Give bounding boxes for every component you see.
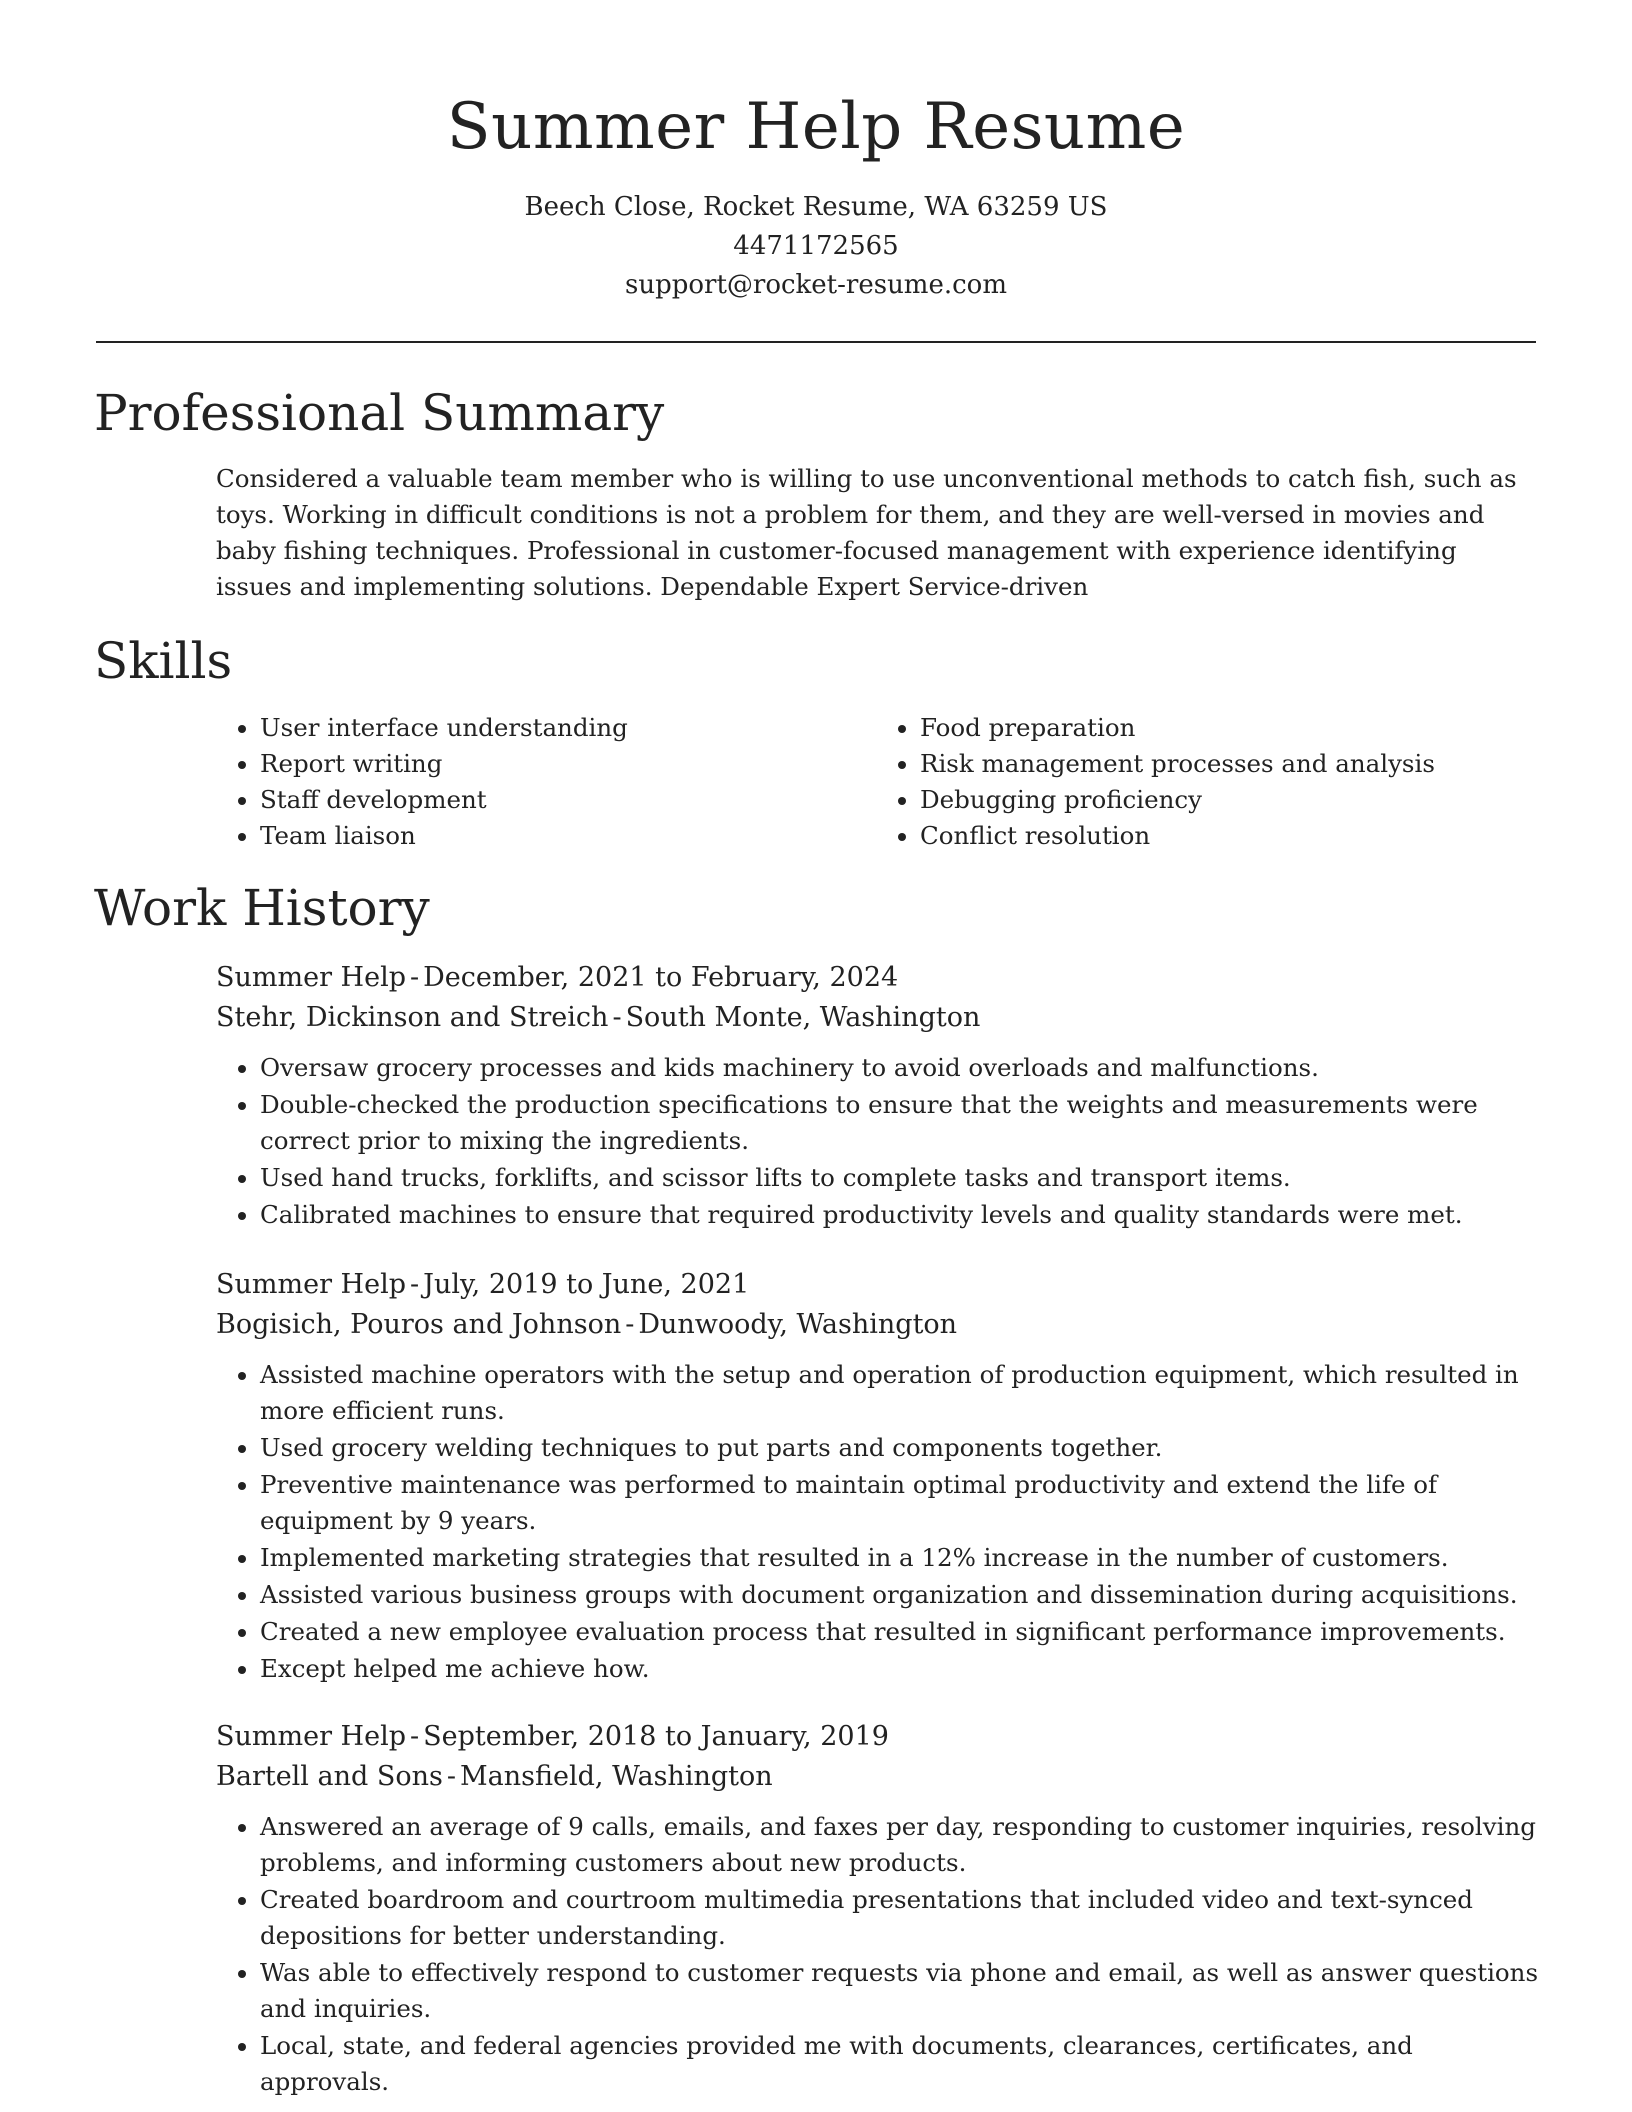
skill-item: • Conflict resolution	[920, 818, 1536, 854]
job-bullet: • Oversaw grocery processes and kids machinery to avoid overloads and malfunctions.	[260, 1050, 1542, 1086]
job-location: Mansfield, Washington	[460, 1761, 773, 1792]
job-bullets	[216, 1357, 1542, 1687]
job-bullet: • Created boardroom and courtroom multimedia presentations that included video and text-synced depositions for better understanding.	[260, 1882, 1542, 1954]
contact-phone: 4471172565	[733, 231, 899, 261]
skill-item: • Report writing	[260, 746, 876, 782]
work-history-heading: Work History	[94, 879, 430, 937]
skill-item: • Debugging proficiency	[920, 782, 1536, 818]
job-company-line	[216, 1757, 1542, 1797]
job-location: South Monte, Washington	[625, 1002, 981, 1033]
job-entry	[216, 958, 1542, 1234]
resume-header	[0, 0, 1632, 305]
skill-item: • Staff development	[260, 782, 876, 818]
job-company: Bartell and Sons	[216, 1761, 443, 1792]
skills-column-right	[876, 710, 1536, 854]
job-bullet: • Used hand trucks, forklifts, and scissor lifts to complete tasks and transport items.	[260, 1160, 1542, 1196]
job-dates: September, 2018 to January, 2019	[423, 1721, 889, 1752]
skill-item: • Team liaison	[260, 818, 876, 854]
job-company-line	[216, 998, 1542, 1038]
job-title-line	[216, 958, 1542, 998]
header-divider	[96, 341, 1536, 343]
job-bullet: • Calibrated machines to ensure that required productivity levels and quality standards were met.	[260, 1197, 1542, 1233]
skill-item: • User interface understanding	[260, 710, 876, 746]
separator: -	[612, 1002, 622, 1033]
job-bullet: • Used grocery welding techniques to put parts and components together.	[260, 1430, 1542, 1466]
job-bullet: • Assisted various business groups with document organization and dissemination during acquisitions.	[260, 1577, 1542, 1613]
job-bullets	[216, 1809, 1542, 2100]
skill-item: • Food preparation	[920, 710, 1536, 746]
resume-title: Summer Help Resume	[446, 90, 1186, 164]
contact-email: support@rocket-resume.com	[624, 270, 1007, 300]
separator: -	[410, 1721, 420, 1752]
job-title-line	[216, 1265, 1542, 1305]
contact-address: Beech Close, Rocket Resume, WA 63259 US	[524, 192, 1108, 222]
job-bullet: • Local, state, and federal agencies provided me with documents, clearances, certificates, and approvals.	[260, 2028, 1542, 2100]
separator: -	[410, 1269, 420, 1300]
contact-block	[0, 188, 1632, 305]
job-company: Stehr, Dickinson and Streich	[216, 1002, 609, 1033]
job-bullet: • Double-checked the production specifications to ensure that the weights and measurements were correct prior to mixing the ingredients.	[260, 1087, 1542, 1159]
summary-heading: Professional Summary	[94, 384, 665, 442]
skill-item: • Risk management processes and analysis	[920, 746, 1536, 782]
job-bullet: • Created a new employee evaluation process that resulted in significant performance improvements.	[260, 1614, 1542, 1650]
separator: -	[625, 1309, 635, 1340]
job-bullet: • Answered an average of 9 calls, emails, and faxes per day, responding to customer inquiries, resolving problems, and informing customers about new products.	[260, 1809, 1542, 1881]
job-location: Dunwoody, Washington	[638, 1309, 958, 1340]
job-title: Summer Help	[216, 962, 407, 993]
job-title: Summer Help	[216, 1721, 407, 1752]
job-bullet: • Implemented marketing strategies that resulted in a 12% increase in the number of customers.	[260, 1540, 1542, 1576]
job-title-line	[216, 1717, 1542, 1757]
summary-text: Considered a valuable team member who is willing to use unconventional methods to catch fish, such as toys. Working in difficult conditions is not a problem for them, and they are well-versed in movies and baby fishing techniques. Professional in customer-focused management with experience identifying issues and implementing solutions. Dependable Expert Service-driven	[216, 464, 1517, 601]
job-dates: July, 2019 to June, 2021	[423, 1269, 750, 1300]
job-bullets	[216, 1050, 1542, 1233]
skills-column-left	[216, 710, 876, 854]
separator: -	[446, 1761, 457, 1792]
job-entry	[216, 1265, 1542, 1688]
job-bullet: • Except helped me achieve how.	[260, 1651, 1542, 1687]
job-bullet: • Was able to effectively respond to customer requests via phone and email, as well as answer questions and inquiries.	[260, 1955, 1542, 2027]
job-company-line	[216, 1305, 1542, 1345]
job-company: Bogisich, Pouros and Johnson	[216, 1309, 622, 1340]
skills-heading: Skills	[94, 632, 233, 690]
job-bullet: • Assisted machine operators with the setup and operation of production equipment, which resulted in more efficient runs.	[260, 1357, 1542, 1429]
job-bullet: • Preventive maintenance was performed to maintain optimal productivity and extend the life of equipment by 9 years.	[260, 1467, 1542, 1539]
job-title: Summer Help	[216, 1269, 407, 1300]
job-dates: December, 2021 to February, 2024	[423, 962, 899, 993]
skills-list	[216, 710, 1536, 854]
separator: -	[410, 962, 420, 993]
job-entry	[216, 1717, 1542, 2101]
